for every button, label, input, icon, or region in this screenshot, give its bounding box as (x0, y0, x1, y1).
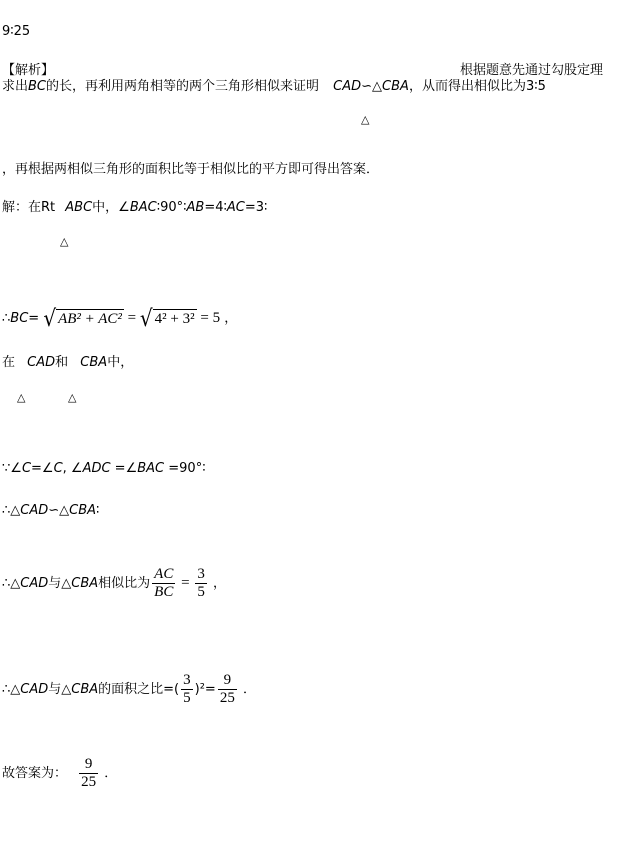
triangle-label: CBA (71, 576, 99, 591)
text: )²= (194, 682, 216, 697)
text: =∠ (110, 461, 138, 476)
angle-label: C (21, 461, 32, 476)
angle-label: BAC (129, 200, 157, 215)
text: 与△ (48, 682, 72, 697)
triangle-mark: △ (17, 391, 26, 404)
equals: = (123, 310, 140, 326)
denominator: 25 (219, 690, 235, 706)
fraction-9-25 (79, 756, 98, 791)
text: 的长，再利用两角相等的两个三角形相似来证明 (46, 79, 320, 94)
analysis-right-text: 根据题意先通过勾股定理 (460, 63, 604, 78)
fraction-3-5 (195, 566, 207, 601)
text: 和 (55, 355, 69, 370)
triangle-label: CBA (71, 682, 99, 697)
triangle-label: CAD (20, 503, 49, 518)
triangle-label: CAD (27, 355, 56, 370)
text: ∵∠ (2, 461, 22, 476)
denominator: BC (154, 584, 174, 600)
analysis-title: 【解析】 (2, 63, 55, 78)
equals: = (177, 575, 194, 591)
triangle-label: CBA (382, 79, 409, 94)
segment-label: BC (10, 311, 29, 326)
text: 的面积之比=( (98, 682, 180, 697)
denominator: 5 (183, 690, 191, 706)
text: ∴△ (2, 682, 21, 697)
angle-label: ADC (82, 461, 111, 476)
text: =3∶ (244, 200, 268, 215)
text: 解：在Rt (2, 200, 56, 215)
segment-label: BC (28, 79, 47, 94)
numerator: 3 (197, 566, 205, 582)
triangle-label: ABC (65, 200, 93, 215)
numerator: 3 (183, 672, 191, 688)
solution-line-5 (2, 503, 99, 519)
text: ， (212, 576, 226, 591)
radicand: 4² + 3² (154, 311, 195, 327)
fraction-ac-bc (152, 566, 175, 601)
text: ∴△ (2, 576, 21, 591)
text: ， (224, 311, 238, 326)
equals: = (28, 311, 40, 326)
analysis-line-1 (2, 79, 546, 95)
solution-line-4 (2, 461, 206, 477)
solution-line-7 (2, 672, 256, 707)
similar-symbol: ∽△ (361, 79, 383, 94)
triangle-mark: △ (60, 235, 69, 248)
segment-label: AB (186, 200, 205, 215)
text: 中，∠ (92, 200, 130, 215)
text: =90°∶ (164, 461, 206, 476)
fraction-9-25 (218, 672, 237, 707)
text: ∶ (96, 503, 100, 518)
triangle-label: CAD (20, 576, 49, 591)
denominator: 5 (197, 584, 205, 600)
analysis-line-2: ，再根据两相似三角形的面积比等于相似比的平方即可得出答案． (2, 162, 380, 177)
value: = 5 (196, 310, 221, 326)
solution-line-3 (2, 355, 133, 371)
triangle-mark: △ (68, 391, 77, 404)
sqrt-expression: √ 4² + 3² (139, 304, 195, 332)
numerator: 9 (79, 756, 98, 774)
text: 与△ (48, 576, 72, 591)
text: ． (242, 682, 256, 697)
text: ∴△ (2, 503, 21, 518)
text: ∶90°∶ (156, 200, 187, 215)
text: ，从而得出相似比为3∶5 (408, 79, 546, 94)
therefore-symbol: ∴ (2, 311, 11, 326)
text: 相似比为 (98, 576, 151, 591)
denominator: 25 (81, 774, 97, 790)
text: , ∠ (62, 461, 83, 476)
triangle-label: CBA (69, 503, 97, 518)
solution-line-1 (2, 200, 267, 216)
triangle-label: CAD (333, 79, 362, 94)
text: 中， (107, 355, 134, 370)
text: 在 (2, 355, 16, 370)
triangle-label: CAD (20, 682, 49, 697)
numerator: AC (154, 566, 174, 582)
final-answer-line (2, 756, 117, 791)
solution-line-6 (2, 566, 226, 601)
answer-header: 9∶25 (2, 24, 31, 39)
radicand: AB² + AC² (58, 311, 122, 327)
text: 故答案为： (2, 766, 68, 781)
numerator: 9 (218, 672, 237, 690)
angle-label: BAC (137, 461, 165, 476)
angle-label: C (53, 461, 63, 476)
solution-line-2 (2, 304, 238, 332)
text: =4∶ (204, 200, 227, 215)
text: 求出 (2, 79, 29, 94)
segment-label: AC (226, 200, 245, 215)
text: ． (104, 766, 118, 781)
triangle-mark: △ (361, 113, 370, 126)
text: =∠ (31, 461, 54, 476)
fraction-3-5 (181, 672, 193, 707)
triangle-label: CBA (80, 355, 108, 370)
similar-symbol: ∽△ (48, 503, 70, 518)
sqrt-expression: √ AB² + AC² (43, 304, 122, 332)
